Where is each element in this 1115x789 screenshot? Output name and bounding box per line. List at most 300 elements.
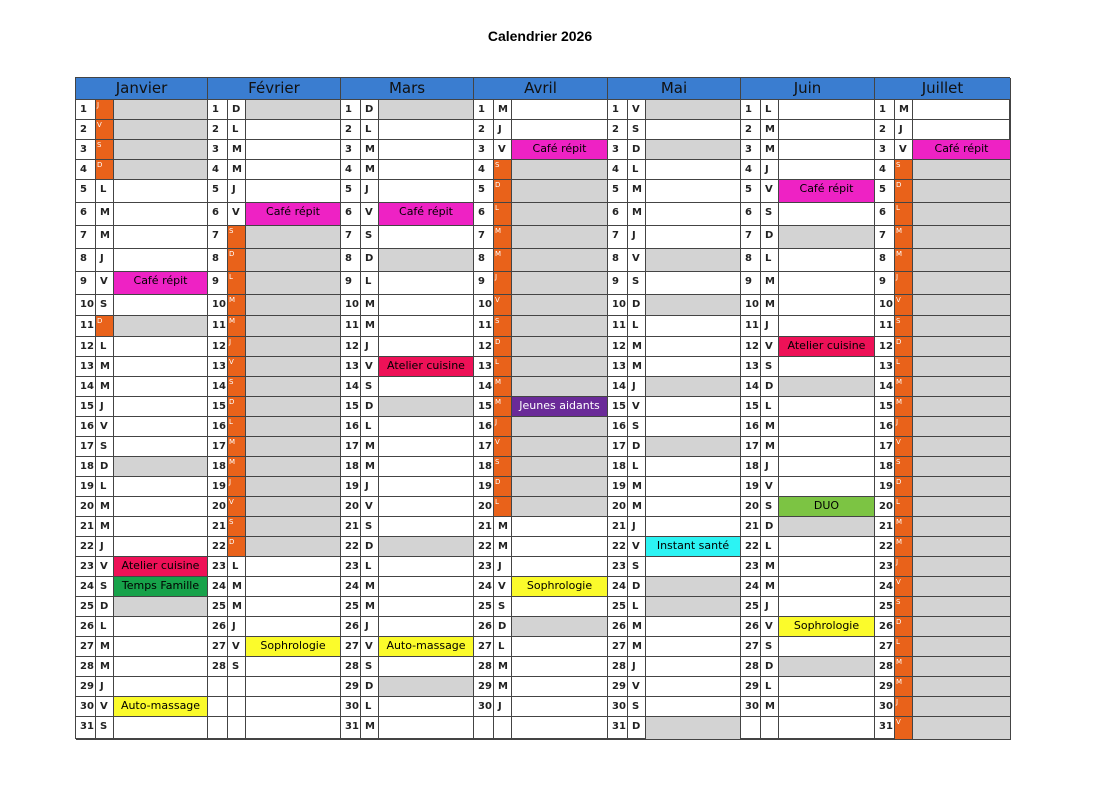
day-event-cell[interactable] xyxy=(246,717,341,740)
day-event-cell[interactable] xyxy=(246,160,341,180)
day-event-cell[interactable] xyxy=(114,717,208,740)
day-number: 6 xyxy=(875,203,895,226)
event-purple[interactable]: Jeunes aidants xyxy=(512,397,608,417)
day-event-cell[interactable] xyxy=(913,437,1011,457)
day-event-cell[interactable] xyxy=(246,272,341,295)
day-event-cell[interactable] xyxy=(913,377,1011,397)
day-event-cell[interactable] xyxy=(913,497,1011,517)
day-event-cell[interactable] xyxy=(646,617,741,637)
day-event-cell[interactable] xyxy=(114,100,208,120)
day-event-cell[interactable] xyxy=(246,249,341,272)
event-pink[interactable]: Café répit xyxy=(779,180,875,203)
day-event-cell[interactable] xyxy=(379,557,474,577)
day-event-cell[interactable] xyxy=(646,226,741,249)
day-number: 6 xyxy=(341,203,361,226)
day-event-cell[interactable] xyxy=(779,100,875,120)
day-event-cell[interactable] xyxy=(779,537,875,557)
weekday-letter: S xyxy=(228,517,246,537)
event-yellow[interactable]: Sophrologie xyxy=(246,637,341,657)
weekday-letter: J xyxy=(228,617,246,637)
day-event-cell[interactable] xyxy=(246,397,341,417)
day-event-cell[interactable] xyxy=(379,316,474,337)
day-event-cell[interactable] xyxy=(646,717,741,740)
day-event-cell[interactable] xyxy=(512,437,608,457)
day-event-cell[interactable] xyxy=(114,477,208,497)
day-event-cell[interactable] xyxy=(779,437,875,457)
day-number: 5 xyxy=(741,180,761,203)
day-event-cell[interactable] xyxy=(779,357,875,377)
day-event-cell[interactable] xyxy=(114,203,208,226)
day-event-cell[interactable] xyxy=(913,160,1011,180)
day-event-cell[interactable] xyxy=(913,272,1011,295)
event-yellow[interactable]: Sophrologie xyxy=(512,577,608,597)
day-event-cell[interactable] xyxy=(246,457,341,477)
weekday-letter: J xyxy=(494,557,512,577)
day-number: 2 xyxy=(875,120,895,140)
weekday-letter: M xyxy=(96,657,114,677)
day-number: 25 xyxy=(208,597,228,617)
day-event-cell[interactable] xyxy=(512,377,608,397)
day-event-cell[interactable] xyxy=(779,160,875,180)
day-event-cell[interactable] xyxy=(646,249,741,272)
day-event-cell[interactable] xyxy=(512,295,608,316)
weekday-letter: D xyxy=(494,477,512,497)
day-event-cell[interactable] xyxy=(512,100,608,120)
day-event-cell[interactable] xyxy=(114,377,208,397)
day-number: 9 xyxy=(608,272,628,295)
day-event-cell[interactable] xyxy=(246,337,341,357)
day-number: 3 xyxy=(341,140,361,160)
day-event-cell[interactable] xyxy=(512,617,608,637)
weekday-letter: S xyxy=(761,357,779,377)
day-event-cell[interactable] xyxy=(114,497,208,517)
day-event-cell[interactable] xyxy=(246,437,341,457)
day-event-cell[interactable] xyxy=(246,577,341,597)
day-event-cell[interactable] xyxy=(779,677,875,697)
day-event-cell[interactable] xyxy=(246,497,341,517)
day-event-cell[interactable] xyxy=(379,677,474,697)
day-number: 10 xyxy=(741,295,761,316)
calendar-row xyxy=(76,120,1011,140)
day-event-cell[interactable] xyxy=(379,377,474,397)
day-event-cell[interactable] xyxy=(913,180,1011,203)
weekday-letter: L xyxy=(228,272,246,295)
day-event-cell[interactable] xyxy=(114,226,208,249)
day-event-cell[interactable] xyxy=(246,677,341,697)
weekday-letter: M xyxy=(761,295,779,316)
event-yellow[interactable]: Auto-massage xyxy=(379,637,474,657)
event-red[interactable]: Atelier cuisine xyxy=(114,557,208,577)
day-event-cell[interactable] xyxy=(512,337,608,357)
day-event-cell[interactable] xyxy=(114,316,208,337)
day-event-cell[interactable] xyxy=(913,657,1011,677)
day-event-cell[interactable] xyxy=(779,517,875,537)
day-event-cell[interactable] xyxy=(114,249,208,272)
day-number: 18 xyxy=(474,457,494,477)
day-event-cell[interactable] xyxy=(246,597,341,617)
day-event-cell[interactable] xyxy=(646,657,741,677)
day-event-cell[interactable] xyxy=(779,226,875,249)
day-event-cell[interactable] xyxy=(246,517,341,537)
day-event-cell[interactable] xyxy=(913,226,1011,249)
day-event-cell[interactable] xyxy=(512,697,608,717)
day-event-cell[interactable] xyxy=(779,577,875,597)
day-event-cell[interactable] xyxy=(512,517,608,537)
day-event-cell[interactable] xyxy=(646,457,741,477)
day-event-cell[interactable] xyxy=(379,272,474,295)
day-event-cell[interactable] xyxy=(246,417,341,437)
day-event-cell[interactable] xyxy=(913,397,1011,417)
day-event-cell[interactable] xyxy=(379,617,474,637)
day-event-cell[interactable] xyxy=(512,597,608,617)
day-event-cell[interactable] xyxy=(779,717,875,740)
day-event-cell[interactable] xyxy=(512,160,608,180)
day-event-cell[interactable] xyxy=(246,180,341,203)
day-number: 12 xyxy=(608,337,628,357)
day-number: 20 xyxy=(608,497,628,517)
day-event-cell[interactable] xyxy=(379,697,474,717)
day-event-cell[interactable] xyxy=(913,316,1011,337)
day-event-cell[interactable] xyxy=(913,417,1011,437)
day-event-cell[interactable] xyxy=(379,717,474,740)
day-event-cell[interactable] xyxy=(646,597,741,617)
weekday-letter: V xyxy=(361,203,379,226)
day-event-cell[interactable] xyxy=(779,272,875,295)
day-event-cell[interactable] xyxy=(114,417,208,437)
day-event-cell[interactable] xyxy=(114,457,208,477)
day-event-cell[interactable] xyxy=(379,337,474,357)
weekday-letter: M xyxy=(895,100,913,120)
day-event-cell[interactable] xyxy=(114,337,208,357)
day-event-cell[interactable] xyxy=(512,272,608,295)
day-event-cell[interactable] xyxy=(646,203,741,226)
day-event-cell[interactable] xyxy=(114,537,208,557)
event-yellow[interactable]: Auto-massage xyxy=(114,697,208,717)
day-event-cell[interactable] xyxy=(114,517,208,537)
day-event-cell[interactable] xyxy=(646,437,741,457)
day-number: 14 xyxy=(341,377,361,397)
day-event-cell[interactable] xyxy=(114,597,208,617)
day-event-cell[interactable] xyxy=(913,457,1011,477)
weekday-letter: V xyxy=(494,577,512,597)
day-number: 31 xyxy=(875,717,895,740)
day-event-cell[interactable] xyxy=(246,100,341,120)
day-event-cell[interactable] xyxy=(379,457,474,477)
day-event-cell[interactable] xyxy=(512,637,608,657)
day-number: 20 xyxy=(76,497,96,517)
day-event-cell[interactable] xyxy=(646,100,741,120)
day-number: 29 xyxy=(875,677,895,697)
day-number: 10 xyxy=(608,295,628,316)
day-event-cell[interactable] xyxy=(913,337,1011,357)
day-event-cell[interactable] xyxy=(379,397,474,417)
day-event-cell[interactable] xyxy=(913,717,1011,740)
day-number: 23 xyxy=(474,557,494,577)
event-lime[interactable]: DUO xyxy=(779,497,875,517)
day-event-cell[interactable] xyxy=(114,180,208,203)
day-event-cell[interactable] xyxy=(779,120,875,140)
day-number: 12 xyxy=(76,337,96,357)
event-green[interactable]: Temps Famille xyxy=(114,577,208,597)
weekday-letter: J xyxy=(761,457,779,477)
calendar-row xyxy=(76,717,1011,740)
day-event-cell[interactable] xyxy=(646,160,741,180)
event-pink[interactable]: Café répit xyxy=(114,272,208,295)
day-event-cell[interactable] xyxy=(114,140,208,160)
day-event-cell[interactable] xyxy=(246,477,341,497)
day-event-cell[interactable] xyxy=(646,677,741,697)
day-event-cell[interactable] xyxy=(913,617,1011,637)
month-header-5: Mai xyxy=(608,78,741,99)
day-event-cell[interactable] xyxy=(114,677,208,697)
day-event-cell[interactable] xyxy=(379,417,474,437)
day-event-cell[interactable] xyxy=(646,477,741,497)
day-event-cell[interactable] xyxy=(913,597,1011,617)
weekday-letter: M xyxy=(96,637,114,657)
day-event-cell[interactable] xyxy=(512,557,608,577)
weekday-letter: L xyxy=(96,477,114,497)
day-event-cell[interactable] xyxy=(379,517,474,537)
day-event-cell[interactable] xyxy=(379,597,474,617)
weekday-letter: V xyxy=(228,497,246,517)
day-event-cell[interactable] xyxy=(646,120,741,140)
day-event-cell[interactable] xyxy=(779,140,875,160)
weekday-letter: S xyxy=(96,717,114,740)
event-pink[interactable]: Café répit xyxy=(246,203,341,226)
day-event-cell[interactable] xyxy=(379,140,474,160)
day-event-cell[interactable] xyxy=(913,357,1011,377)
day-number: 6 xyxy=(208,203,228,226)
day-event-cell[interactable] xyxy=(512,457,608,477)
day-event-cell[interactable] xyxy=(779,203,875,226)
day-number xyxy=(741,717,761,740)
day-event-cell[interactable] xyxy=(246,657,341,677)
day-event-cell[interactable] xyxy=(246,140,341,160)
day-event-cell[interactable] xyxy=(512,717,608,740)
day-event-cell[interactable] xyxy=(246,357,341,377)
day-event-cell[interactable] xyxy=(779,597,875,617)
weekday-letter: S xyxy=(761,637,779,657)
event-cyan[interactable]: Instant santé xyxy=(646,537,741,557)
day-number: 7 xyxy=(208,226,228,249)
day-number: 8 xyxy=(741,249,761,272)
day-event-cell[interactable] xyxy=(646,316,741,337)
day-event-cell[interactable] xyxy=(512,120,608,140)
day-event-cell[interactable] xyxy=(646,357,741,377)
day-number: 7 xyxy=(608,226,628,249)
day-event-cell[interactable] xyxy=(646,577,741,597)
day-event-cell[interactable] xyxy=(913,517,1011,537)
day-event-cell[interactable] xyxy=(114,160,208,180)
day-event-cell[interactable] xyxy=(779,637,875,657)
day-number: 26 xyxy=(208,617,228,637)
day-event-cell[interactable] xyxy=(779,249,875,272)
day-event-cell[interactable] xyxy=(512,537,608,557)
day-event-cell[interactable] xyxy=(512,203,608,226)
day-event-cell[interactable] xyxy=(512,249,608,272)
day-event-cell[interactable] xyxy=(913,557,1011,577)
day-event-cell[interactable] xyxy=(512,357,608,377)
day-number: 21 xyxy=(208,517,228,537)
day-number: 2 xyxy=(474,120,494,140)
day-event-cell[interactable] xyxy=(379,577,474,597)
day-event-cell[interactable] xyxy=(379,497,474,517)
day-event-cell[interactable] xyxy=(646,295,741,316)
day-event-cell[interactable] xyxy=(913,577,1011,597)
day-event-cell[interactable] xyxy=(913,203,1011,226)
weekday-letter: M xyxy=(494,657,512,677)
day-event-cell[interactable] xyxy=(646,557,741,577)
event-red[interactable]: Atelier cuisine xyxy=(779,337,875,357)
day-number: 24 xyxy=(341,577,361,597)
day-event-cell[interactable] xyxy=(779,377,875,397)
day-event-cell[interactable] xyxy=(779,316,875,337)
day-event-cell[interactable] xyxy=(512,677,608,697)
weekday-letter: M xyxy=(628,637,646,657)
weekday-letter: M xyxy=(494,100,512,120)
day-event-cell[interactable] xyxy=(246,316,341,337)
day-event-cell[interactable] xyxy=(779,457,875,477)
day-event-cell[interactable] xyxy=(379,657,474,677)
day-event-cell[interactable] xyxy=(379,226,474,249)
day-number: 23 xyxy=(208,557,228,577)
weekday-letter: M xyxy=(361,577,379,597)
day-number: 5 xyxy=(875,180,895,203)
day-event-cell[interactable] xyxy=(779,657,875,677)
day-event-cell[interactable] xyxy=(646,337,741,357)
day-event-cell[interactable] xyxy=(379,180,474,203)
day-event-cell[interactable] xyxy=(246,295,341,316)
day-event-cell[interactable] xyxy=(913,637,1011,657)
day-event-cell[interactable] xyxy=(114,397,208,417)
weekday-letter: V xyxy=(361,357,379,377)
day-number: 23 xyxy=(341,557,361,577)
day-event-cell[interactable] xyxy=(512,417,608,437)
day-event-cell[interactable] xyxy=(379,120,474,140)
day-event-cell[interactable] xyxy=(646,497,741,517)
event-pink[interactable]: Café répit xyxy=(379,203,474,226)
day-event-cell[interactable] xyxy=(379,537,474,557)
weekday-letter: S xyxy=(895,597,913,617)
day-number: 13 xyxy=(608,357,628,377)
weekday-letter: V xyxy=(494,140,512,160)
day-event-cell[interactable] xyxy=(646,637,741,657)
day-event-cell[interactable] xyxy=(913,120,1011,140)
day-number: 17 xyxy=(741,437,761,457)
day-event-cell[interactable] xyxy=(913,697,1011,717)
day-event-cell[interactable] xyxy=(779,417,875,437)
day-event-cell[interactable] xyxy=(246,377,341,397)
day-number: 4 xyxy=(76,160,96,180)
day-event-cell[interactable] xyxy=(646,180,741,203)
weekday-letter: M xyxy=(895,397,913,417)
day-event-cell[interactable] xyxy=(646,417,741,437)
weekday-letter: L xyxy=(628,457,646,477)
weekday-letter: D xyxy=(228,249,246,272)
day-number: 13 xyxy=(76,357,96,377)
month-header-4: Avril xyxy=(474,78,608,99)
event-yellow[interactable]: Sophrologie xyxy=(779,617,875,637)
day-event-cell[interactable] xyxy=(379,249,474,272)
day-event-cell[interactable] xyxy=(512,657,608,677)
day-event-cell[interactable] xyxy=(379,437,474,457)
day-event-cell[interactable] xyxy=(913,677,1011,697)
day-event-cell[interactable] xyxy=(246,617,341,637)
month-header-1: Janvier xyxy=(76,78,208,99)
day-event-cell[interactable] xyxy=(512,316,608,337)
day-event-cell[interactable] xyxy=(114,357,208,377)
day-number: 30 xyxy=(875,697,895,717)
day-event-cell[interactable] xyxy=(913,249,1011,272)
day-event-cell[interactable] xyxy=(913,295,1011,316)
day-event-cell[interactable] xyxy=(779,295,875,316)
weekday-letter: L xyxy=(361,557,379,577)
day-number: 18 xyxy=(208,457,228,477)
event-pink[interactable]: Café répit xyxy=(913,140,1011,160)
weekday-letter: L xyxy=(895,357,913,377)
day-event-cell[interactable] xyxy=(246,557,341,577)
weekday-letter: M xyxy=(228,295,246,316)
day-number: 27 xyxy=(76,637,96,657)
day-event-cell[interactable] xyxy=(779,397,875,417)
day-event-cell[interactable] xyxy=(379,295,474,316)
day-event-cell[interactable] xyxy=(913,100,1011,120)
day-event-cell[interactable] xyxy=(512,180,608,203)
event-pink[interactable]: Café répit xyxy=(512,140,608,160)
day-event-cell[interactable] xyxy=(246,537,341,557)
day-event-cell[interactable] xyxy=(512,497,608,517)
day-event-cell[interactable] xyxy=(379,100,474,120)
day-event-cell[interactable] xyxy=(114,617,208,637)
day-event-cell[interactable] xyxy=(379,160,474,180)
day-event-cell[interactable] xyxy=(779,477,875,497)
day-event-cell[interactable] xyxy=(646,140,741,160)
day-event-cell[interactable] xyxy=(246,120,341,140)
day-event-cell[interactable] xyxy=(114,295,208,316)
day-event-cell[interactable] xyxy=(114,657,208,677)
weekday-letter: M xyxy=(895,517,913,537)
weekday-letter: D xyxy=(96,457,114,477)
day-event-cell[interactable] xyxy=(913,477,1011,497)
day-event-cell[interactable] xyxy=(779,697,875,717)
day-event-cell[interactable] xyxy=(114,637,208,657)
day-number: 4 xyxy=(341,160,361,180)
day-event-cell[interactable] xyxy=(646,697,741,717)
day-event-cell[interactable] xyxy=(512,477,608,497)
day-number: 9 xyxy=(76,272,96,295)
day-event-cell[interactable] xyxy=(646,397,741,417)
event-red[interactable]: Atelier cuisine xyxy=(379,357,474,377)
day-event-cell[interactable] xyxy=(246,226,341,249)
weekday-letter: J xyxy=(361,617,379,637)
day-event-cell[interactable] xyxy=(646,272,741,295)
weekday-letter: J xyxy=(494,272,512,295)
day-event-cell[interactable] xyxy=(779,557,875,577)
weekday-letter: L xyxy=(96,180,114,203)
day-event-cell[interactable] xyxy=(646,377,741,397)
weekday-letter: S xyxy=(96,437,114,457)
day-number: 5 xyxy=(608,180,628,203)
day-event-cell[interactable] xyxy=(114,120,208,140)
day-event-cell[interactable] xyxy=(646,517,741,537)
day-event-cell[interactable] xyxy=(913,537,1011,557)
day-event-cell[interactable] xyxy=(379,477,474,497)
day-event-cell[interactable] xyxy=(114,437,208,457)
day-event-cell[interactable] xyxy=(246,697,341,717)
weekday-letter: L xyxy=(361,417,379,437)
day-number: 12 xyxy=(208,337,228,357)
day-event-cell[interactable] xyxy=(512,226,608,249)
